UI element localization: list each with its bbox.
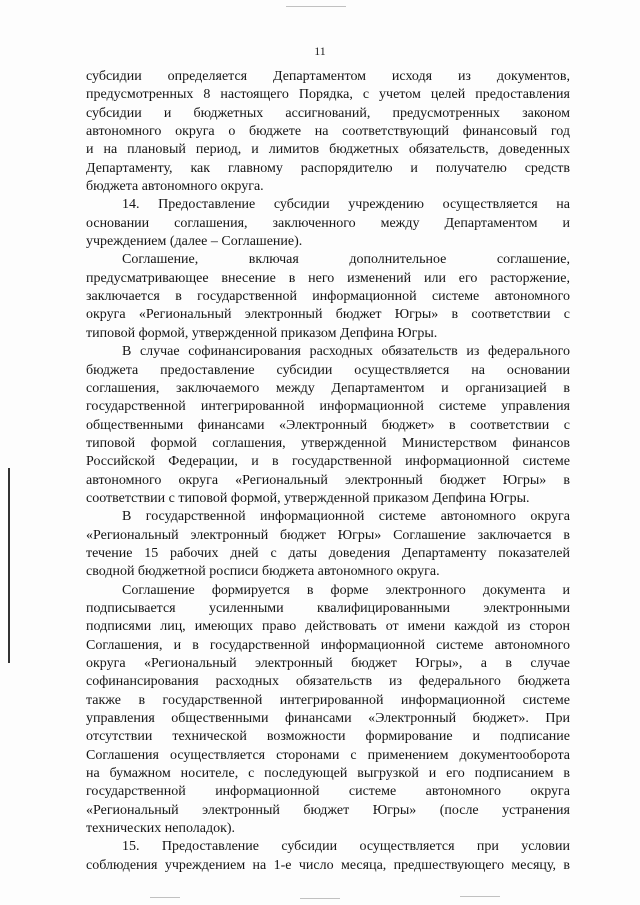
text-line: Соглашения, и в государственной информационной системе автономного [86,637,570,653]
text-line: соглашения, заключаемого между Департаментом и организацией в [86,380,570,396]
text-line: Департаменту, как главному распорядителю и получателю средств [86,160,570,176]
text-line: бюджета предоставление субсидии осуществляется на основании [86,362,570,378]
text-line: бюджета автономного округа. [86,179,264,195]
text-line: учреждением (далее – Соглашение). [86,234,303,250]
text-line: заключается в государственной информационной системе автономного [86,289,570,305]
text-line: софинансирования расходных обязательств из федерального бюджета [86,674,570,690]
text-line: предусмотренных 8 настоящего Порядка, с учетом целей предоставления [86,87,570,103]
scan-noise [460,896,500,897]
text-line: Соглашения осуществляется сторонами с применением документооборота [86,747,570,763]
text-line: на бумажном носителе, с последующей выгрузкой и его подписанием в [86,766,570,782]
scan-edge-mark [8,468,10,663]
text-line: округа «Региональный электронный бюджет Югры» в соответствии с [86,307,570,323]
text-line: подписями лиц, имеющих право действовать от имени каждой из сторон [86,619,570,635]
scan-noise [300,898,340,899]
scan-noise [150,897,180,898]
text-line: государственной информационной системе автономного округа [86,784,570,800]
text-line: также в государственной интегрированной информационной системе [86,692,570,708]
text-line: общественными финансами «Электронный бюджет» в соответствии с [86,417,570,433]
text-line: автономного округа «Региональный электронный бюджет Югры» в [86,472,570,488]
text-line: сводной бюджетной росписи бюджета автономного округа. [86,564,440,580]
text-line: технических неполадок). [86,821,236,837]
text-line: Соглашение, включая дополнительное соглашение, [122,252,570,268]
text-line: автономного округа о бюджете на соответствующий финансовый год [86,124,570,140]
text-line: субсидии и бюджетных ассигнований, предусмотренных законом [86,105,570,121]
text-line: типовой формой соглашения, утвержденной Министерством финансов [86,435,570,451]
text-line: государственной интегрированной информационной системе управления [86,399,570,415]
text-line: основании соглашения, заключенного между Департаментом и [86,215,570,231]
text-line: 14. Предоставление субсидии учреждению осуществляется на [122,197,570,213]
text-line: соблюдения учреждением на 1-е число месяца, предшествующего месяцу, в [86,857,570,873]
text-line: «Региональный электронный бюджет Югры» (после устранения [86,802,570,818]
text-line: субсидии определяется Департаментом исходя из документов, [86,69,570,84]
text-line: Соглашение формируется в форме электронного документа и [122,582,570,598]
scan-noise [286,6,346,7]
text-line: и на плановый период, и лимитов бюджетных обязательств, доведенных [86,142,570,158]
page-number: 11 [314,44,326,58]
text-line: 15. Предоставление субсидии осуществляется при условии [122,839,570,855]
text-line: округа «Региональный электронный бюджет Югры», а в случае [86,656,570,671]
text-line: соответствии с типовой формой, утвержденной приказом Депфина Югры. [86,490,530,506]
text-line: управления общественными финансами «Электронный бюджет». При [86,711,570,727]
text-line: В случае софинансирования расходных обязательств из федерального [122,344,570,360]
text-line: отсутствии технической возможности формирование и подписание [86,729,570,745]
document-body [86,68,570,875]
text-line: «Региональный электронный бюджет Югры» Соглашение заключается в [86,527,570,543]
text-line: течение 15 рабочих дней с даты доведения Департаменту показателей [86,545,570,561]
text-line: типовой формой, утвержденной приказом Депфина Югры. [86,325,438,341]
text-line: подписывается усиленными квалифицированными электронными [86,600,570,616]
text-line: В государственной информационной системе автономного округа [122,509,570,525]
text-line: предусматривающее внесение в него изменений или его расторжение, [86,270,570,286]
text-line: Российской Федерации, и в государственной информационной системе [86,454,570,470]
